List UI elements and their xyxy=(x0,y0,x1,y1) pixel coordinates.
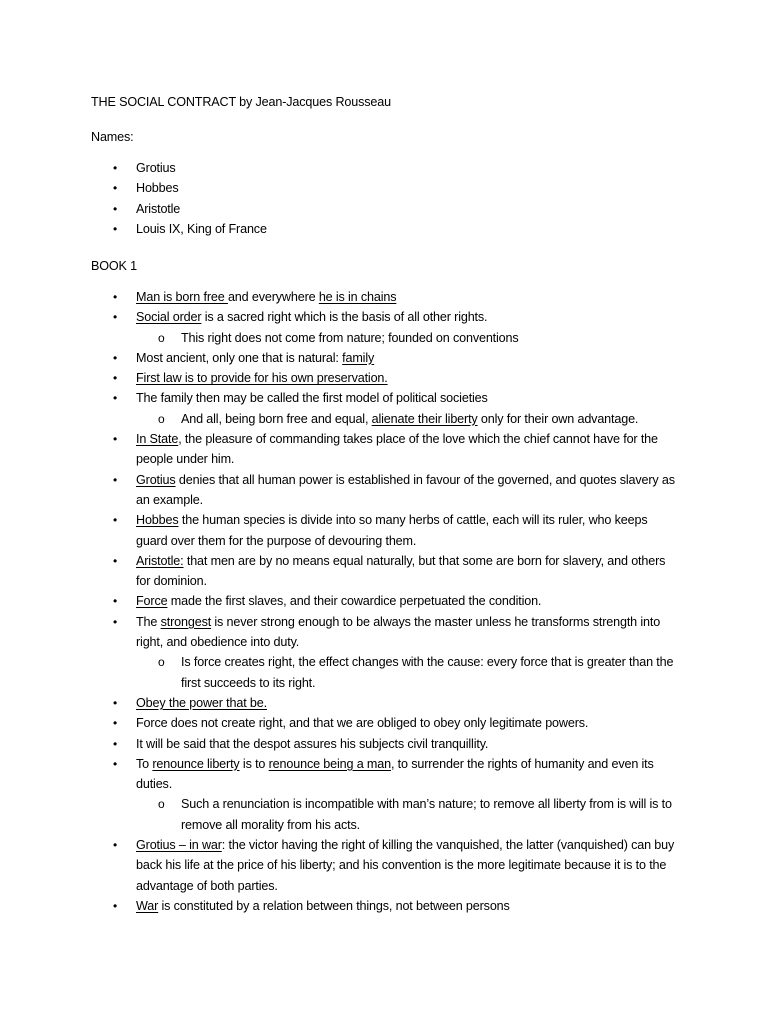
underlined-text: Social order xyxy=(136,310,202,325)
underlined-text: Force xyxy=(136,594,168,609)
bullet-icon: • xyxy=(113,201,118,216)
bullet-icon: • xyxy=(113,513,118,528)
bullet-icon: • xyxy=(113,838,118,853)
item-text: , the pleasure of commanding takes place of the love which the chief cannot have for the people under him. xyxy=(136,432,658,467)
list-item xyxy=(0,219,681,239)
item-text: Force does not create right, and that we are obliged to obey only legitimate powers. xyxy=(136,716,589,731)
item-text: Such a renunciation is incompatible with man’s nature; to remove all liberty from is will is to remove all morality from his acts. xyxy=(181,797,672,832)
name-text: Grotius xyxy=(136,161,176,175)
item-text: , to surrender the rights of humanity and even its duties. xyxy=(136,756,654,792)
list-item xyxy=(0,178,681,198)
item-text: is never strong enough to be always the master unless he transforms strength into right, and obedience into duty. xyxy=(136,614,661,650)
list-item xyxy=(0,754,681,795)
list-item xyxy=(0,470,681,511)
item-text: is a sacred right which is the basis of all other rights. xyxy=(201,310,488,325)
item-text: The xyxy=(136,614,161,629)
list-item xyxy=(0,287,681,307)
circle-bullet-icon: o xyxy=(158,411,165,426)
item-text: It will be said that the despot assures his subjects civil tranquillity. xyxy=(136,736,489,751)
sub-list-item xyxy=(0,409,681,429)
item-text: is to xyxy=(239,756,269,771)
underlined-text: renounce being a man xyxy=(268,756,391,771)
bullet-icon: • xyxy=(113,614,118,629)
list-item xyxy=(0,835,681,896)
item-text: denies that all human power is established in favour of the governed, and quotes slavery as an example. xyxy=(136,472,675,507)
item-text: and everywhere xyxy=(227,290,319,304)
sub-list-item xyxy=(0,652,681,693)
circle-bullet-icon: o xyxy=(158,330,165,345)
list-item xyxy=(0,612,681,653)
list-item xyxy=(0,510,681,551)
bullet-icon: • xyxy=(113,695,118,710)
list-item xyxy=(0,896,681,916)
item-text: Is force creates right, the effect changes with the cause: every force that is greater than the first succeeds to its right. xyxy=(181,655,674,690)
bullet-icon: • xyxy=(113,898,118,913)
list-item xyxy=(0,307,681,327)
bullet-icon: • xyxy=(113,310,118,325)
bullet-icon: • xyxy=(113,221,118,236)
item-text: This right does not come from nature; founded on conventions xyxy=(181,330,519,345)
item-text: The family then may be called the first model of political societies xyxy=(136,391,488,406)
underlined-text: strongest xyxy=(160,614,212,629)
list-item xyxy=(0,388,681,408)
underlined-text: Grotius xyxy=(136,472,176,487)
bullet-icon: • xyxy=(113,181,118,196)
book1-list xyxy=(0,287,768,916)
underlined-text: family xyxy=(342,350,375,365)
name-text: Hobbes xyxy=(136,181,179,196)
bullet-icon: • xyxy=(113,161,118,175)
item-text: And all, being born free and equal, xyxy=(181,411,372,426)
underlined-text: Grotius – in war xyxy=(136,838,222,853)
sub-list-item xyxy=(0,794,681,835)
list-item xyxy=(0,368,681,388)
item-text: only for their own advantage. xyxy=(477,411,639,426)
circle-bullet-icon: o xyxy=(158,797,165,812)
book-heading: BOOK 1 xyxy=(91,259,137,273)
names-list xyxy=(0,158,768,239)
bullet-icon: • xyxy=(113,736,118,751)
underlined-text: In State xyxy=(136,432,179,447)
bullet-icon: • xyxy=(113,371,118,386)
underlined-text: he is in chains xyxy=(318,290,397,304)
list-item xyxy=(0,693,681,713)
document-title: THE SOCIAL CONTRACT by Jean-Jacques Rousseau xyxy=(91,95,391,109)
list-item xyxy=(0,429,681,470)
underlined-text: alienate their liberty xyxy=(371,411,478,426)
item-text: made the first slaves, and their cowardice perpetuated the condition. xyxy=(167,594,542,609)
name-text: Aristotle xyxy=(136,201,181,216)
underlined-text: renounce liberty xyxy=(152,756,240,771)
circle-bullet-icon: o xyxy=(158,655,165,670)
bullet-icon: • xyxy=(113,472,118,487)
underlined-text: Hobbes xyxy=(136,513,179,528)
underlined-text: War xyxy=(136,898,159,913)
bullet-icon: • xyxy=(113,350,118,365)
bullet-icon: • xyxy=(113,553,118,568)
list-item xyxy=(0,734,681,754)
underlined-text: Obey the power that be. xyxy=(136,695,267,710)
bullet-icon: • xyxy=(113,716,118,731)
item-text: Most ancient, only one that is natural: xyxy=(136,350,343,365)
name-text: Louis IX, King of France xyxy=(136,221,267,236)
list-item xyxy=(0,591,681,611)
list-item xyxy=(0,199,681,219)
names-heading: Names: xyxy=(91,130,134,144)
list-item xyxy=(0,158,681,178)
sub-list-item xyxy=(0,328,681,348)
bullet-icon: • xyxy=(113,756,118,771)
list-item xyxy=(0,713,681,733)
bullet-icon: • xyxy=(113,391,118,406)
item-text: : the victor having the right of killing the vanquished, the latter (vanquished) can buy back his life at the price of his liberty; and his convention is the more legitimate because it is to the advantage of both parties. xyxy=(136,838,675,893)
bullet-icon: • xyxy=(113,432,118,447)
bullet-icon: • xyxy=(113,290,118,304)
item-text: To xyxy=(136,756,153,771)
item-text: is constituted by a relation between things, not between persons xyxy=(158,898,510,913)
list-item xyxy=(0,348,681,368)
underlined-text: Aristotle: xyxy=(136,553,184,568)
list-item xyxy=(0,551,681,592)
item-text: the human species is divide into so many herbs of cattle, each will its ruler, who keeps guard over them for the purpose of devouring them. xyxy=(136,513,648,548)
item-text: that men are by no means equal naturally, but that some are born for slavery, and others for dominion. xyxy=(136,553,666,589)
underlined-text: First law is to provide for his own preservation. xyxy=(136,371,388,386)
bullet-icon: • xyxy=(113,594,118,609)
underlined-text: Man is born free xyxy=(136,290,228,304)
